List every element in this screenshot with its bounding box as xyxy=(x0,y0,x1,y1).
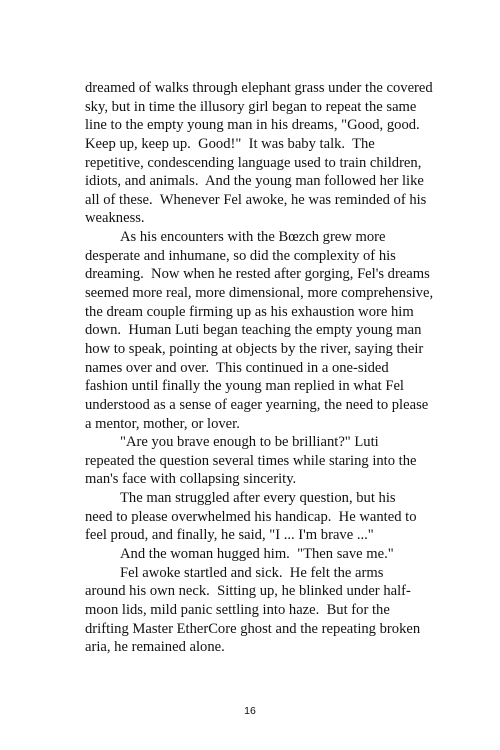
text-line: drifting Master EtherCore ghost and the repeating broken xyxy=(85,620,421,637)
text-line: moon lids, mild panic settling into haze. But for the xyxy=(85,601,390,618)
text-line: around his own neck. Sitting up, he blinked under half- xyxy=(85,583,411,600)
text-line: man's face with collapsing sincerity. xyxy=(85,471,297,488)
text-line: down. Human Luti began teaching the empty young man xyxy=(85,322,422,339)
text-line: how to speak, pointing at objects by the river, saying their xyxy=(85,340,424,357)
text-line: all of these. Whenever Fel awoke, he was reminded of his xyxy=(85,191,427,208)
text-line: Keep up, keep up. Good!" It was baby talk. The xyxy=(85,135,375,152)
text-line: names over and over. This continued in a one-sided xyxy=(85,359,389,376)
text-line: As his encounters with the Bœzch grew more xyxy=(120,229,386,246)
text-line: And the woman hugged him. "Then save me." xyxy=(120,546,394,563)
text-line: line to the empty young man in his dreams, "Good, good. xyxy=(85,117,420,134)
text-line: repetitive, condescending language used to train children, xyxy=(85,154,422,171)
text-line: understood as a sense of eager yearning, the need to please xyxy=(85,396,429,413)
text-line: need to please overwhelmed his handicap. He wanted to xyxy=(85,508,417,525)
text-line: the dream couple firming up as his exhaustion wore him xyxy=(85,303,414,320)
text-line: dreamed of walks through elephant grass under the covered xyxy=(85,80,433,96)
text-line: The man struggled after every question, but his xyxy=(120,490,396,507)
text-line: desperate and inhumane, so did the complexity of his xyxy=(85,247,396,264)
text-line: "Are you brave enough to be brilliant?" Luti xyxy=(120,434,379,451)
text-line: feel proud, and finally, he said, "I ... I'm brave ..." xyxy=(85,527,374,544)
text-line: weakness. xyxy=(85,210,145,227)
text-line: a mentor, mother, or lover. xyxy=(85,415,240,432)
text-line: sky, but in time the illusory girl began to repeat the same xyxy=(85,98,417,115)
text-line: dreaming. Now when he rested after gorging, Fel's dreams xyxy=(85,266,430,283)
text-line: aria, he remained alone. xyxy=(85,639,225,656)
page-number: 16 xyxy=(244,705,256,717)
text-line: fashion until finally the young man replied in what Fel xyxy=(85,378,404,395)
text-line: idiots, and animals. And the young man followed her like xyxy=(85,173,424,190)
text-line: seemed more real, more dimensional, more comprehensive, xyxy=(85,285,434,302)
text-line: repeated the question several times while staring into the xyxy=(85,452,417,469)
text-line: Fel awoke startled and sick. He felt the arms xyxy=(120,564,384,581)
body-text xyxy=(85,79,434,657)
